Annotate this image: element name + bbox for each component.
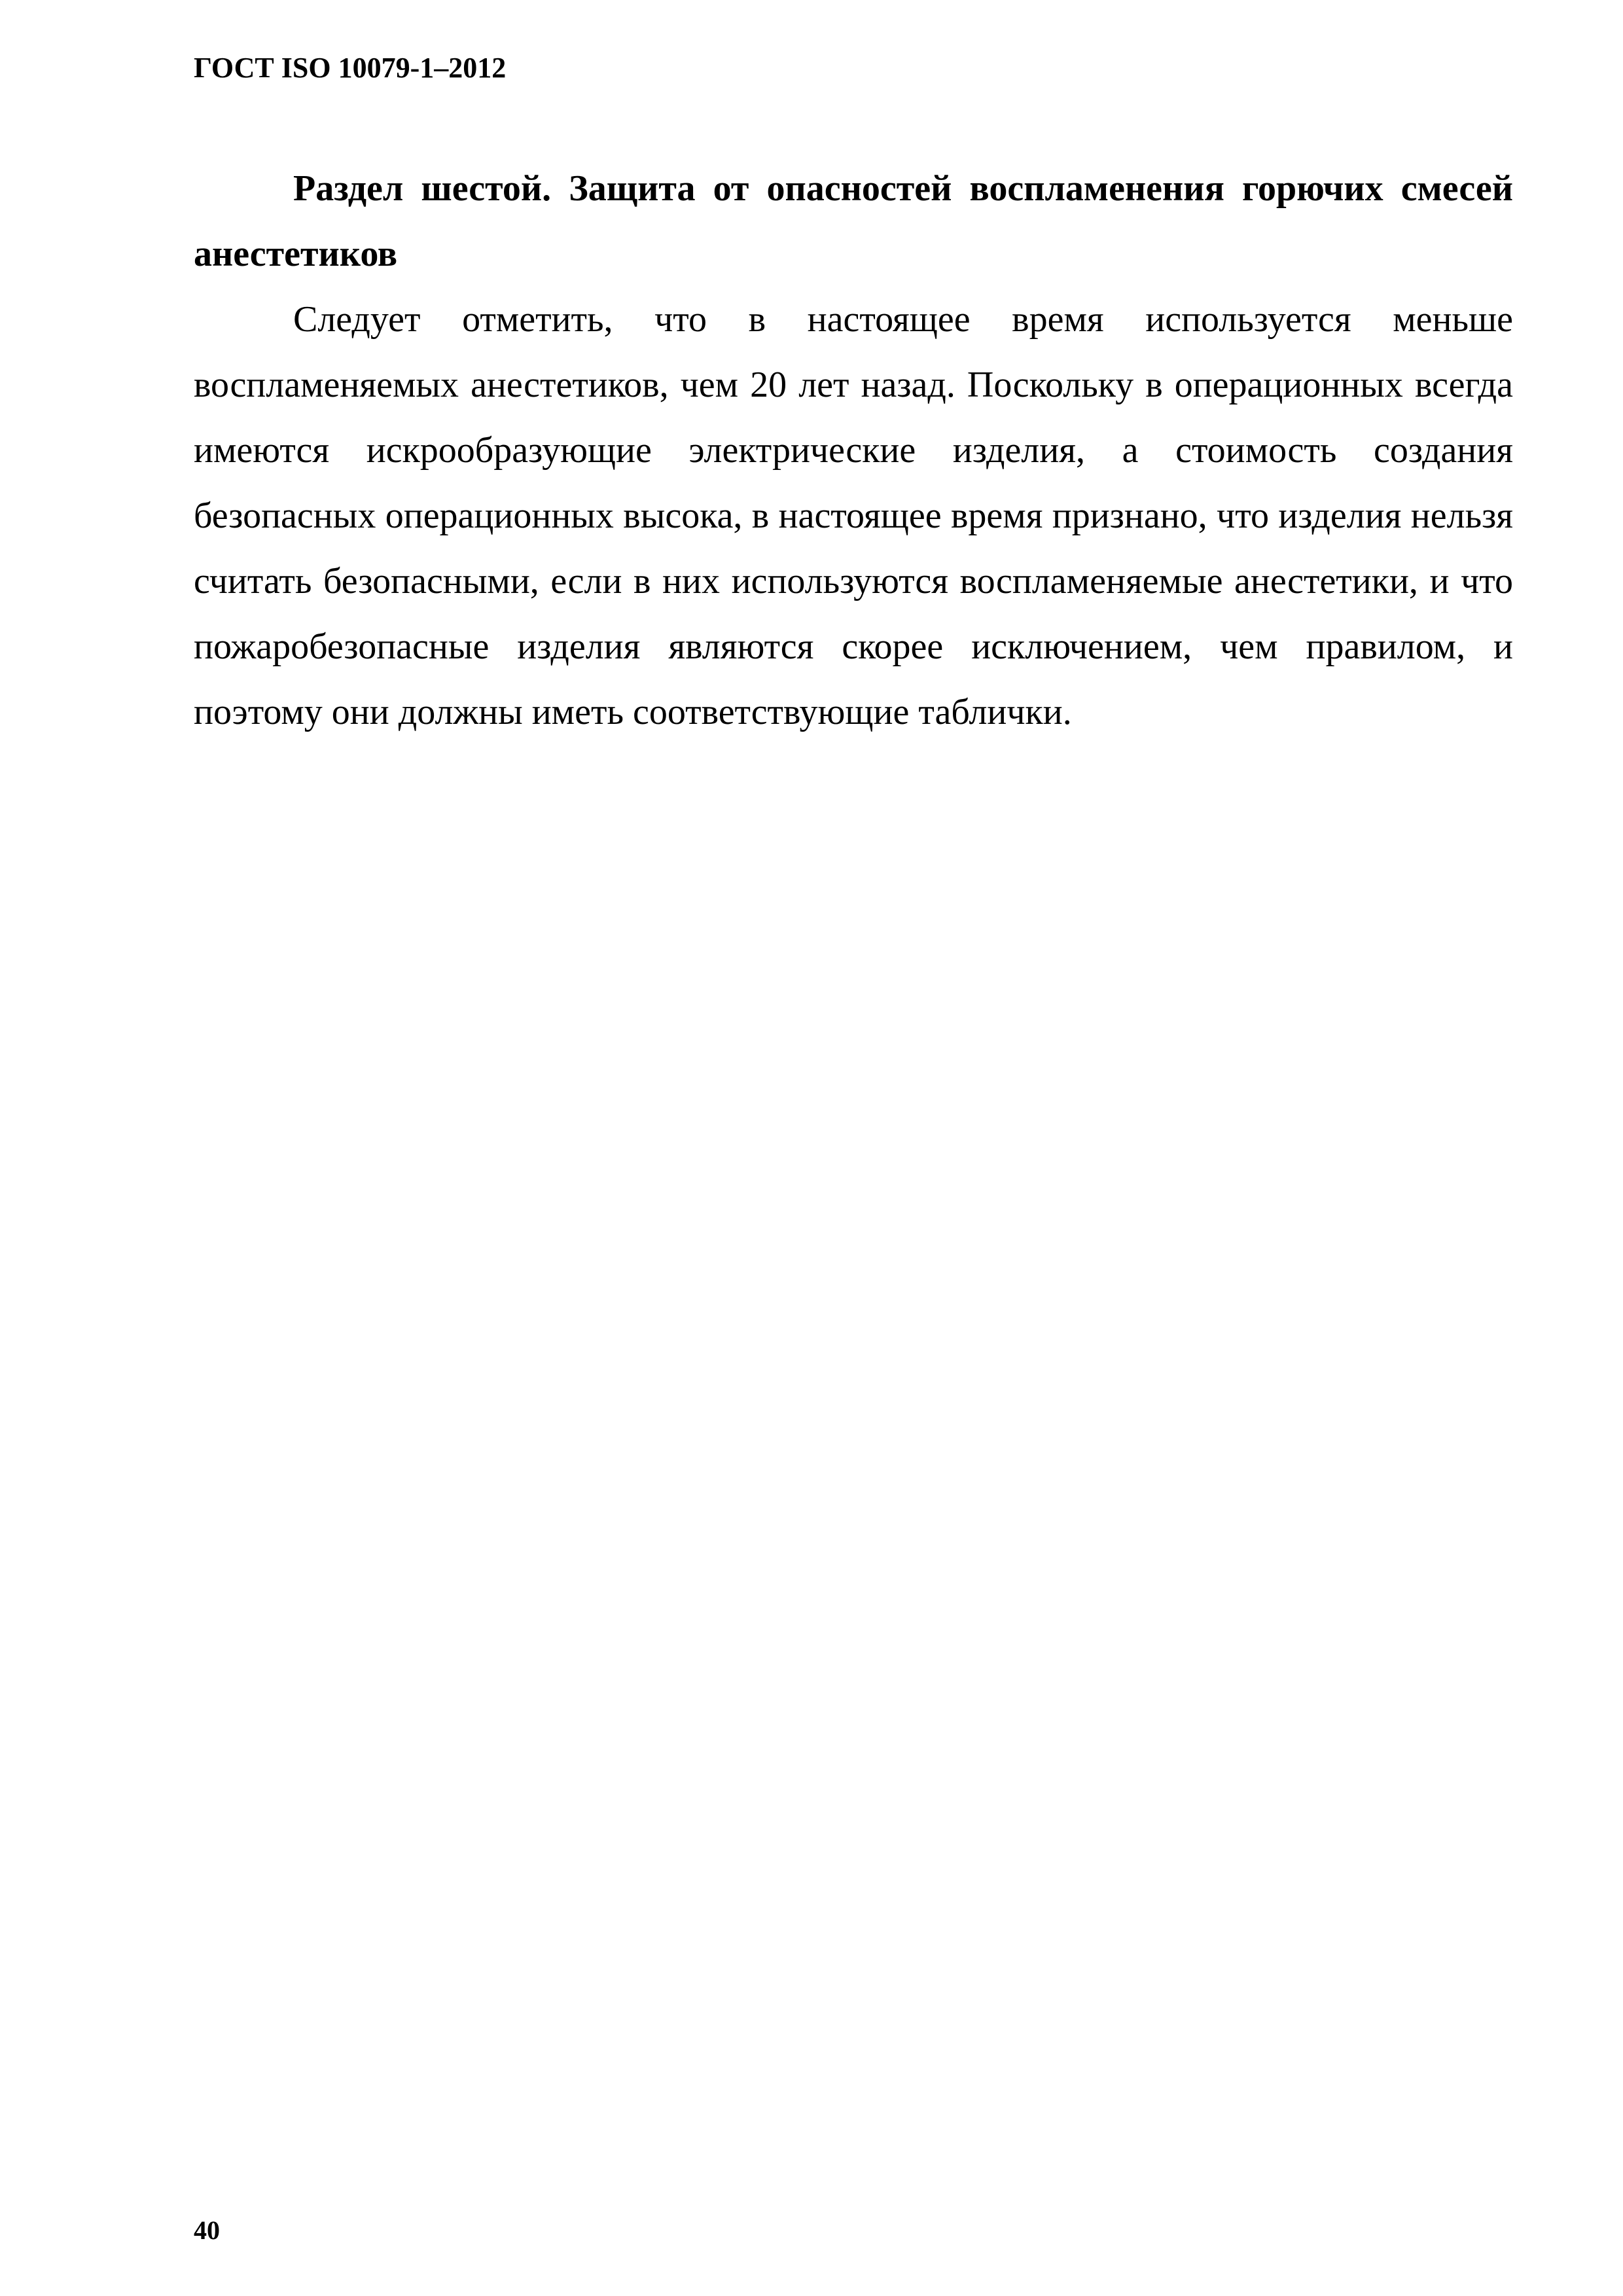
page-number: 40 [194, 2215, 220, 2245]
page-content [194, 156, 1513, 745]
section-title: Раздел шестой. Защита от опасностей воспламенения горючих смесей анестетиков [194, 168, 1513, 274]
body-paragraph: Следует отметить, что в настоящее время используется меньше воспламеняемых анестетиков, чем 20 лет назад. Поскольку в операционных всегда имеются искрообразующие электрические изделия, а стоимость создания безопасных операционных высока, в настоящее время признано, что изделия нельзя считать безопасными, если в них используются воспламеняемые анестетики, и что пожаробезопасные изделия являются скорее исключением, чем правилом, и поэтому они должны иметь соответствующие таблички. [194, 299, 1513, 732]
document-code-header: ГОСТ ISO 10079-1–2012 [194, 52, 507, 84]
